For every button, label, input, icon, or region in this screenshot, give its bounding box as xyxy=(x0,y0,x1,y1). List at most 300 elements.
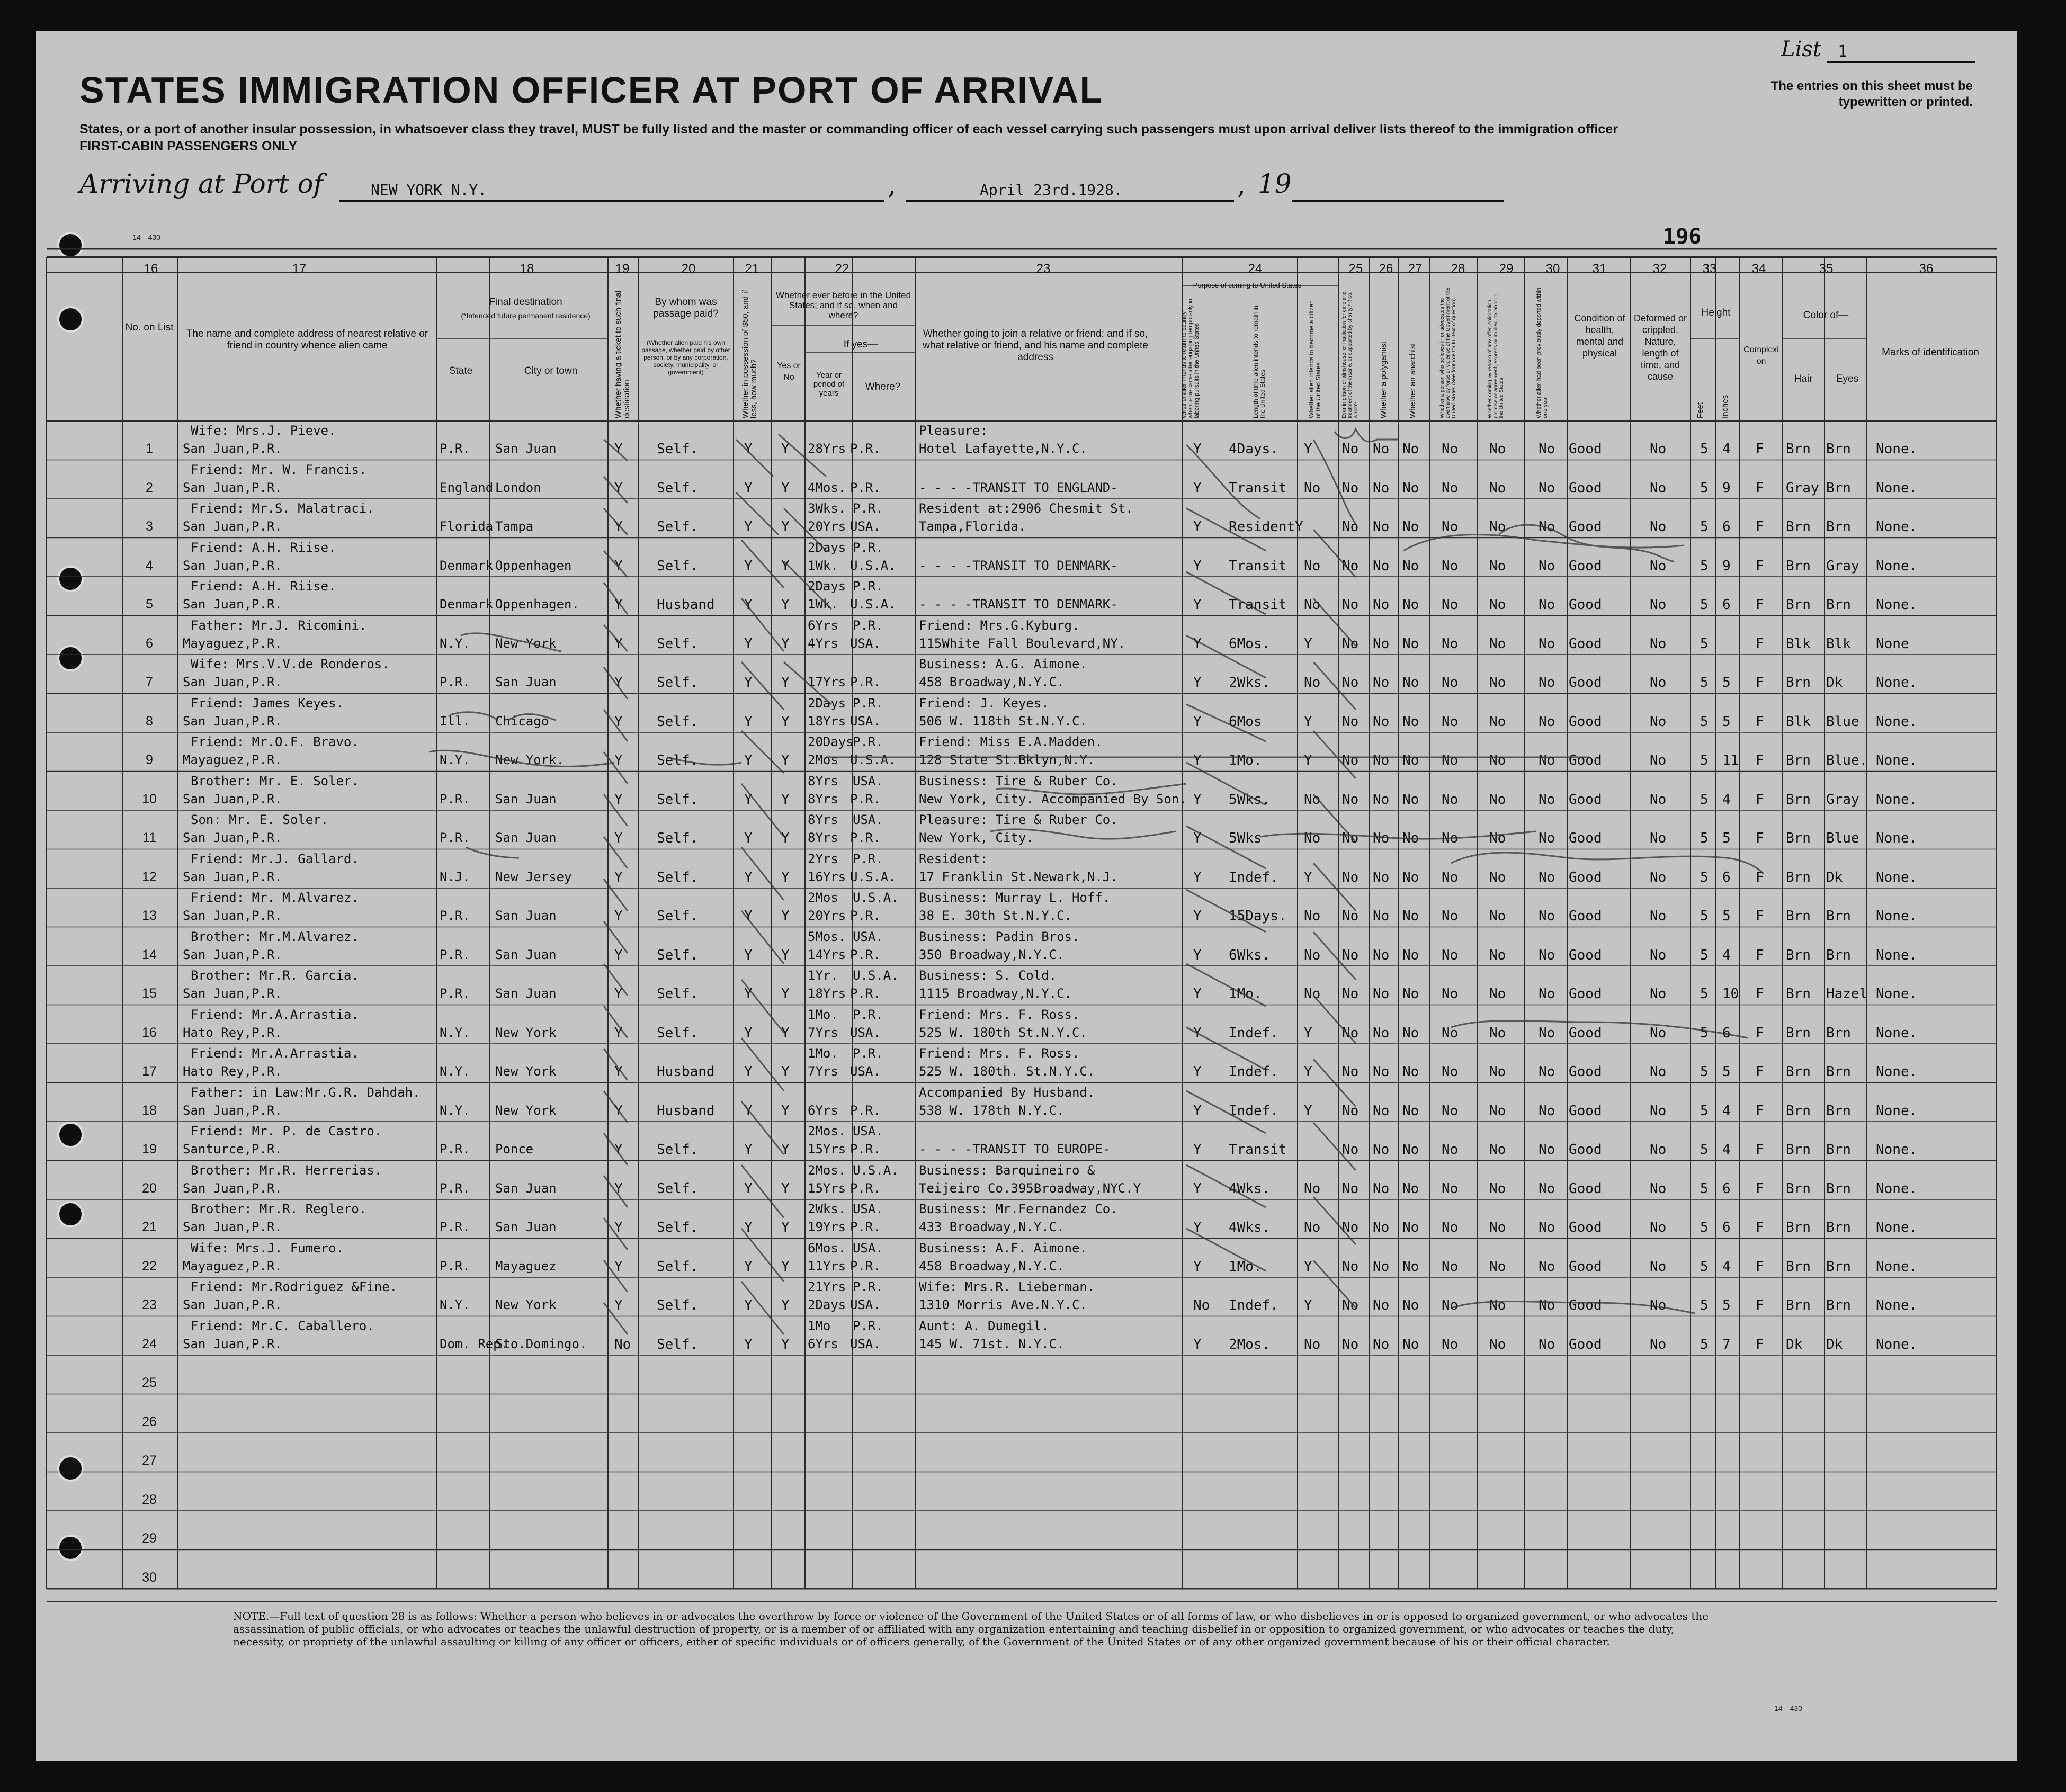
cell-c30: No xyxy=(1539,597,1555,613)
row-number: 23 xyxy=(142,1297,157,1312)
cell-marks: None. xyxy=(1876,1025,1918,1041)
cell-c26: No xyxy=(1373,441,1390,457)
row-number: 20 xyxy=(142,1180,157,1196)
cell-c29: No xyxy=(1489,986,1506,1002)
cell-r2: San Juan,P.R. xyxy=(183,1220,282,1234)
cell-ticket: Y xyxy=(614,1220,623,1235)
cell-r1: Friend: Mr. W. Francis. xyxy=(191,462,367,477)
cell-c25: No xyxy=(1342,635,1359,652)
cell-city: San Juan xyxy=(495,441,557,456)
cell-comp: F xyxy=(1756,947,1764,963)
hdr-city: City or town xyxy=(524,365,578,377)
cell-period1: 2Days xyxy=(808,695,846,711)
cell-r2: San Juan,P.R. xyxy=(183,947,282,962)
cell-where1: P.R. xyxy=(853,501,883,516)
cell-c30: No xyxy=(1539,1142,1555,1158)
cell-where1: P.R. xyxy=(853,540,883,555)
cell-fifty: Y xyxy=(744,597,753,613)
hdr-joining: Whether going to join a relative or friend; and if so, what relative or friend, and his name and complete address xyxy=(923,328,1148,363)
cell-in: 9 xyxy=(1722,558,1731,574)
hdr-ticket: Whether having a ticket to such final destination xyxy=(614,291,631,418)
cell-hair: Brn xyxy=(1786,791,1811,808)
cell-before: Y xyxy=(781,752,790,768)
cell-join1: Business: Mr.Fernandez Co. xyxy=(919,1202,1118,1216)
cell-stay: 15Days. xyxy=(1229,908,1287,924)
cell-r1: Friend: Mr.C. Caballero. xyxy=(191,1318,374,1333)
cell-stay: 6Mos xyxy=(1229,713,1262,730)
cell-health: Good xyxy=(1569,675,1602,691)
colnum-35: 35 xyxy=(1819,262,1834,276)
cell-c30: No xyxy=(1539,986,1555,1002)
cell-join1: Wife: Mrs.R. Lieberman. xyxy=(919,1279,1095,1294)
cell-state: P.R. xyxy=(440,1220,470,1234)
cell-in: 5 xyxy=(1722,1297,1731,1313)
cell-deformed: No xyxy=(1650,1103,1667,1119)
cell-stay: 5Wks. xyxy=(1229,791,1271,808)
cell-paid: Husband xyxy=(657,1064,715,1080)
cell-period2: 6Yrs xyxy=(808,1336,838,1351)
cell-c30: No xyxy=(1539,1297,1555,1313)
cell-city: San Juan xyxy=(495,675,557,689)
cell-state: P.R. xyxy=(440,1258,470,1274)
cell-fifty: Y xyxy=(744,1220,753,1235)
cell-c26: No xyxy=(1373,1180,1390,1197)
cell-marks: None. xyxy=(1876,597,1918,613)
cell-c27: No xyxy=(1402,675,1419,691)
cell-state: P.R. xyxy=(440,1180,470,1196)
colnum-34: 34 xyxy=(1751,262,1766,276)
row-number: 7 xyxy=(146,675,153,689)
cell-r2: San Juan,P.R. xyxy=(183,441,282,456)
page-title: STATES IMMIGRATION OFFICER AT PORT OF ARRIVAL xyxy=(79,69,1104,111)
cell-c25: No xyxy=(1342,1142,1359,1158)
cell-stay: Indef. xyxy=(1229,1297,1278,1313)
cell-cit: No xyxy=(1304,558,1321,574)
cell-fifty: Y xyxy=(744,752,753,768)
cell-period1: 8Yrs xyxy=(808,773,838,789)
cell-health: Good xyxy=(1569,791,1602,808)
cell-paid: Self. xyxy=(657,791,699,808)
cell-in: 6 xyxy=(1722,1025,1731,1041)
colnum-22: 22 xyxy=(835,262,849,276)
cell-ret: Y xyxy=(1193,1258,1202,1275)
cell-join2: 145 W. 71st. N.Y.C. xyxy=(919,1336,1065,1351)
cell-deformed: No xyxy=(1650,1025,1667,1041)
cell-deformed: No xyxy=(1650,1258,1667,1275)
cell-state: N.Y. xyxy=(440,1025,470,1040)
cell-where1: U.S.A. xyxy=(853,1162,899,1178)
cell-c27: No xyxy=(1402,947,1419,963)
cell-city: London xyxy=(495,480,541,495)
cell-ticket: Y xyxy=(614,791,623,808)
cell-c25: No xyxy=(1342,1180,1359,1197)
cell-health: Good xyxy=(1569,1220,1602,1235)
cell-c28: No xyxy=(1442,1297,1459,1313)
cell-comp: F xyxy=(1756,597,1764,613)
cell-c27: No xyxy=(1402,480,1419,496)
cell-c28: No xyxy=(1442,597,1459,613)
cell-deformed: No xyxy=(1650,908,1667,924)
cell-fifty: Y xyxy=(744,986,753,1002)
cell-ret: Y xyxy=(1193,1336,1202,1352)
cell-ft: 5 xyxy=(1700,830,1709,846)
cell-r2: San Juan,P.R. xyxy=(183,830,282,845)
cell-marks: None. xyxy=(1876,1336,1918,1352)
cell-ft: 5 xyxy=(1700,1220,1709,1235)
cell-eyes: Hazel xyxy=(1826,986,1868,1002)
cell-where2: U.S.A. xyxy=(850,597,896,612)
cell-period1: 2Yrs xyxy=(808,851,838,866)
cell-period1: 21Yrs xyxy=(808,1279,846,1294)
hdr-health: Condition of health, mental and physical xyxy=(1574,313,1625,359)
cell-c29: No xyxy=(1489,480,1506,496)
cell-in: 5 xyxy=(1722,713,1731,730)
cell-ret: Y xyxy=(1193,908,1202,924)
cell-eyes: Brn xyxy=(1826,1142,1851,1158)
cell-eyes: Gray xyxy=(1826,791,1859,808)
cell-eyes: Brn xyxy=(1826,519,1851,535)
cell-period2: 2Mos xyxy=(808,752,838,767)
cell-paid: Self. xyxy=(657,947,699,963)
cell-city: Chicago xyxy=(495,713,549,729)
cell-join2: 525 W. 180th. St.N.Y.C. xyxy=(919,1064,1095,1079)
cell-before: Y xyxy=(781,597,790,613)
cell-period1: 2Days xyxy=(808,579,846,594)
row-number: 24 xyxy=(142,1336,157,1351)
cell-marks: None. xyxy=(1876,986,1918,1002)
cell-before: Y xyxy=(781,908,790,924)
cell-health: Good xyxy=(1569,1025,1602,1041)
row-number: 29 xyxy=(142,1531,157,1546)
hdr-eyes: Eyes xyxy=(1836,373,1859,384)
cell-where2: USA. xyxy=(850,1336,881,1351)
cell-period2: 1Wk. xyxy=(808,597,838,612)
cell-stay: Indef. xyxy=(1229,1025,1278,1041)
cell-where1: U.S.A. xyxy=(853,890,899,905)
cell-health: Good xyxy=(1569,947,1602,963)
cell-before: Y xyxy=(781,635,790,652)
cell-where1: P.R. xyxy=(853,695,883,711)
colnum-20: 20 xyxy=(681,262,696,276)
row-number: 22 xyxy=(142,1258,157,1274)
row-number: 28 xyxy=(142,1492,157,1507)
cell-cit: No xyxy=(1304,947,1321,963)
cell-ticket: Y xyxy=(614,830,623,846)
cell-city: Oppenhagen. xyxy=(495,597,579,612)
cell-comp: F xyxy=(1756,869,1764,885)
cell-join2: 115White Fall Boulevard,NY. xyxy=(919,635,1126,651)
cell-state: N.Y. xyxy=(440,1103,470,1118)
hdr-period: Year or period of years xyxy=(813,371,845,398)
cell-c28: No xyxy=(1442,480,1459,496)
typewritten-notice: The entries on this sheet must be typewritten or printed. xyxy=(1770,79,1973,109)
cell-deformed: No xyxy=(1650,1220,1667,1235)
cell-before: Y xyxy=(781,713,790,730)
cell-deformed: No xyxy=(1650,1180,1667,1197)
cell-c30: No xyxy=(1539,1064,1555,1080)
cell-c25: No xyxy=(1342,830,1359,846)
cell-r1: Friend: Mr.O.F. Bravo. xyxy=(191,734,359,749)
cell-fifty: Y xyxy=(744,830,753,846)
hdr-no-on-list: No. on List xyxy=(125,322,174,333)
cell-in: 6 xyxy=(1722,597,1731,613)
cell-c27: No xyxy=(1402,635,1419,652)
cell-c25: No xyxy=(1342,1258,1359,1275)
cell-comp: F xyxy=(1756,1103,1764,1119)
row-number: 3 xyxy=(146,519,153,534)
cell-c29: No xyxy=(1489,1220,1506,1235)
cell-marks: None. xyxy=(1876,830,1918,846)
cell-c30: No xyxy=(1539,441,1555,457)
cell-period1: 5Mos. xyxy=(808,929,846,944)
cell-hair: Brn xyxy=(1786,1180,1811,1197)
cell-state: Ill. xyxy=(440,713,470,729)
cell-before: Y xyxy=(781,441,790,457)
cell-c26: No xyxy=(1373,519,1390,535)
cell-fifty: Y xyxy=(744,1064,753,1080)
cell-eyes: Brn xyxy=(1826,1220,1851,1235)
cell-deformed: No xyxy=(1650,1297,1667,1313)
cell-comp: F xyxy=(1756,713,1764,730)
cell-cit: No xyxy=(1304,986,1321,1002)
cell-c29: No xyxy=(1489,869,1506,885)
cell-ticket: Y xyxy=(614,635,623,652)
cell-c25: No xyxy=(1342,1336,1359,1352)
row-number: 27 xyxy=(142,1453,157,1468)
cell-fifty: Y xyxy=(744,1336,753,1352)
cell-join2: Tampa,Florida. xyxy=(919,519,1026,534)
row-number: 1 xyxy=(146,441,153,456)
colnum-17: 17 xyxy=(292,262,307,276)
cell-join1: Friend: Mrs.G.Kyburg. xyxy=(919,617,1080,633)
cell-marks: None. xyxy=(1876,869,1918,885)
cell-join2: 1115 Broadway,N.Y.C. xyxy=(919,986,1072,1001)
cell-fifty: Y xyxy=(744,713,753,730)
cell-cit: No xyxy=(1304,1180,1321,1197)
cell-ticket: Y xyxy=(614,1142,623,1158)
cell-period1: 2Mos. xyxy=(808,1124,846,1139)
cell-period2: 4Yrs xyxy=(808,635,838,651)
cell-cit: No xyxy=(1304,908,1321,924)
cell-hair: Brn xyxy=(1786,441,1811,457)
cell-join2: 38 E. 30th St.N.Y.C. xyxy=(919,908,1072,923)
cell-health: Good xyxy=(1569,1064,1602,1080)
cell-c30: No xyxy=(1539,713,1555,730)
cell-c29: No xyxy=(1489,1258,1506,1275)
cell-hair: Brn xyxy=(1786,1103,1811,1119)
cell-c29: No xyxy=(1489,830,1506,846)
cell-health: Good xyxy=(1569,480,1602,496)
cell-fifty: Y xyxy=(744,1103,753,1119)
cell-r1: Friend: Mr.J. Gallard. xyxy=(191,851,359,866)
row-number: 6 xyxy=(146,635,153,651)
cell-r1: Brother: Mr.M.Alvarez. xyxy=(191,929,359,944)
colnum-36: 36 xyxy=(1919,262,1934,276)
cell-hair: Brn xyxy=(1786,908,1811,924)
cell-where2: P.R. xyxy=(850,1103,881,1118)
cell-join2: - - - -TRANSIT TO ENGLAND- xyxy=(919,480,1118,495)
cell-marks: None. xyxy=(1876,791,1918,808)
colnum-27: 27 xyxy=(1408,262,1423,276)
cell-where2: USA. xyxy=(850,1025,881,1040)
cell-ft: 5 xyxy=(1700,597,1709,613)
cell-ticket: Y xyxy=(614,713,623,730)
cell-c28: No xyxy=(1442,1220,1459,1235)
cell-where1: USA. xyxy=(853,1124,883,1139)
cell-period1: 2Mos xyxy=(808,890,838,905)
separator-comma: , xyxy=(888,169,896,200)
cell-r1: Friend: Mr. P. de Castro. xyxy=(191,1124,382,1139)
cell-state: Dom. Rep. xyxy=(440,1336,509,1351)
cell-r1: Father: Mr.J. Ricomini. xyxy=(191,617,367,633)
cell-ft: 5 xyxy=(1700,480,1709,496)
cell-before: Y xyxy=(781,480,790,496)
cell-ft: 5 xyxy=(1700,635,1709,652)
cell-c30: No xyxy=(1539,1258,1555,1275)
cell-stay: 1Mo. xyxy=(1229,986,1262,1002)
cell-eyes: Brn xyxy=(1826,1258,1851,1275)
cell-period2: 8Yrs xyxy=(808,791,838,807)
cell-period1: 1Mo. xyxy=(808,1046,838,1061)
cell-join1: Business: A.F. Aimone. xyxy=(919,1240,1087,1256)
cell-comp: F xyxy=(1756,1064,1764,1080)
cell-in: 4 xyxy=(1722,791,1731,808)
cell-where2: USA. xyxy=(850,1297,881,1312)
cell-r2: Mayaguez,P.R. xyxy=(183,752,282,767)
cell-join1: Business: S. Cold. xyxy=(919,968,1057,983)
hdr-inches: Inches xyxy=(1721,395,1730,418)
cell-ret: Y xyxy=(1193,1220,1202,1235)
cell-ret: Y xyxy=(1193,441,1202,457)
cell-c28: No xyxy=(1442,1142,1459,1158)
cell-r2: San Juan,P.R. xyxy=(183,558,282,573)
cell-c30: No xyxy=(1539,830,1555,846)
cell-c26: No xyxy=(1373,597,1390,613)
cell-paid: Self. xyxy=(657,635,699,652)
cell-r2: San Juan,P.R. xyxy=(183,480,282,495)
cell-c25: No xyxy=(1342,986,1359,1002)
hdr-anarchist: Whether an anarchist xyxy=(1408,343,1417,418)
cell-join1: Business: Tire & Ruber Co. xyxy=(919,773,1118,789)
cell-where2: P.R. xyxy=(850,1220,881,1234)
cell-before: Y xyxy=(781,1297,790,1313)
cell-eyes: Dk xyxy=(1826,869,1843,885)
cell-stay: 6Wks. xyxy=(1229,947,1271,963)
hdr-ever-before: Whether ever before in the United States; and if so, when and where? xyxy=(775,290,911,320)
cell-c27: No xyxy=(1402,519,1419,535)
cell-c28: No xyxy=(1442,1258,1459,1275)
cell-r1: Friend: Mr.Rodriguez &Fine. xyxy=(191,1279,398,1294)
cell-c26: No xyxy=(1373,713,1390,730)
cell-period1: 6Yrs xyxy=(808,617,838,633)
cell-c27: No xyxy=(1402,441,1419,457)
cell-join1: Aunt: A. Dumegil. xyxy=(919,1318,1049,1333)
cell-ticket: Y xyxy=(614,1025,623,1041)
cell-where1: USA. xyxy=(853,1240,883,1256)
cell-where2: P.R. xyxy=(850,1180,881,1196)
cell-health: Good xyxy=(1569,830,1602,846)
cell-marks: None. xyxy=(1876,947,1918,963)
cell-c29: No xyxy=(1489,1180,1506,1197)
colnum-28: 28 xyxy=(1451,262,1465,276)
cell-c26: No xyxy=(1373,1220,1390,1235)
cell-join2: 506 W. 118th St.N.Y.C. xyxy=(919,713,1087,729)
cell-cit: No xyxy=(1304,830,1321,846)
cell-hair: Gray xyxy=(1786,480,1819,496)
cell-deformed: No xyxy=(1650,752,1667,768)
cell-period2: 14Yrs xyxy=(808,947,846,962)
cell-state: P.R. xyxy=(440,908,470,923)
cell-c29: No xyxy=(1489,713,1506,730)
cell-ticket: Y xyxy=(614,908,623,924)
cell-where1: P.R. xyxy=(853,851,883,866)
cell-ft: 5 xyxy=(1700,908,1709,924)
cell-city: Oppenhagen xyxy=(495,558,572,573)
cell-in: 4 xyxy=(1722,1258,1731,1275)
cell-marks: None. xyxy=(1876,480,1918,496)
cell-period1: 3Wks. xyxy=(808,501,846,516)
cell-hair: Brn xyxy=(1786,1025,1811,1041)
hdr-polygamist: Whether a polygamist xyxy=(1379,341,1388,418)
cell-c30: No xyxy=(1539,869,1555,885)
cell-ticket: No xyxy=(614,1336,631,1352)
cell-period1: 2Wks. xyxy=(808,1202,846,1216)
cell-c30: No xyxy=(1539,947,1555,963)
cell-ret: Y xyxy=(1193,869,1202,885)
cell-ret: Y xyxy=(1193,752,1202,768)
cell-ticket: Y xyxy=(614,675,623,691)
cell-hair: Brn xyxy=(1786,558,1811,574)
cell-ticket: Y xyxy=(614,480,623,496)
cell-paid: Self. xyxy=(657,713,699,730)
cell-before: Y xyxy=(781,1064,790,1080)
cell-where2: P.R. xyxy=(850,791,881,807)
cell-period2: 7Yrs xyxy=(808,1025,838,1040)
cell-c27: No xyxy=(1402,869,1419,885)
cell-join1: Pleasure: xyxy=(919,423,988,438)
cell-cit: Y xyxy=(1304,1064,1312,1080)
cell-comp: F xyxy=(1756,1336,1764,1352)
cell-stay: ResidentY xyxy=(1229,519,1303,535)
cell-ticket: Y xyxy=(614,1180,623,1197)
row-number: 16 xyxy=(142,1025,157,1040)
cell-c26: No xyxy=(1373,1064,1390,1080)
cell-r2: San Juan,P.R. xyxy=(183,519,282,534)
cell-paid: Self. xyxy=(657,1297,699,1313)
row-number: 17 xyxy=(142,1064,157,1079)
cell-state: Florida xyxy=(440,519,494,534)
cell-fifty: Y xyxy=(744,1025,753,1041)
cell-join1: Friend: Mrs. F. Ross. xyxy=(919,1007,1080,1022)
cell-paid: Self. xyxy=(657,1258,699,1275)
cell-where2: P.R. xyxy=(850,675,881,689)
hdr-prison: Ever in prison or almshouse, or institution for care and treatment of the insane, or supported by charity? If so, which? xyxy=(1341,291,1359,418)
cell-marks: None. xyxy=(1876,1258,1918,1275)
cell-where2: USA. xyxy=(850,713,881,729)
cell-c28: No xyxy=(1442,830,1459,846)
cell-hair: Blk xyxy=(1786,713,1811,730)
cell-city: San Juan xyxy=(495,830,557,845)
row-number: 4 xyxy=(146,558,153,573)
cell-cit: No xyxy=(1304,597,1321,613)
cell-in: 10 xyxy=(1722,986,1739,1002)
cell-eyes: Brn xyxy=(1826,1180,1851,1197)
hdr-fifty-dollars: Whether in possession of $50, and if less, how much? xyxy=(741,290,758,418)
cell-period2: 20Yrs xyxy=(808,908,846,923)
cell-paid: Self. xyxy=(657,1336,699,1352)
cell-marks: None. xyxy=(1876,713,1918,730)
cell-deformed: No xyxy=(1650,675,1667,691)
